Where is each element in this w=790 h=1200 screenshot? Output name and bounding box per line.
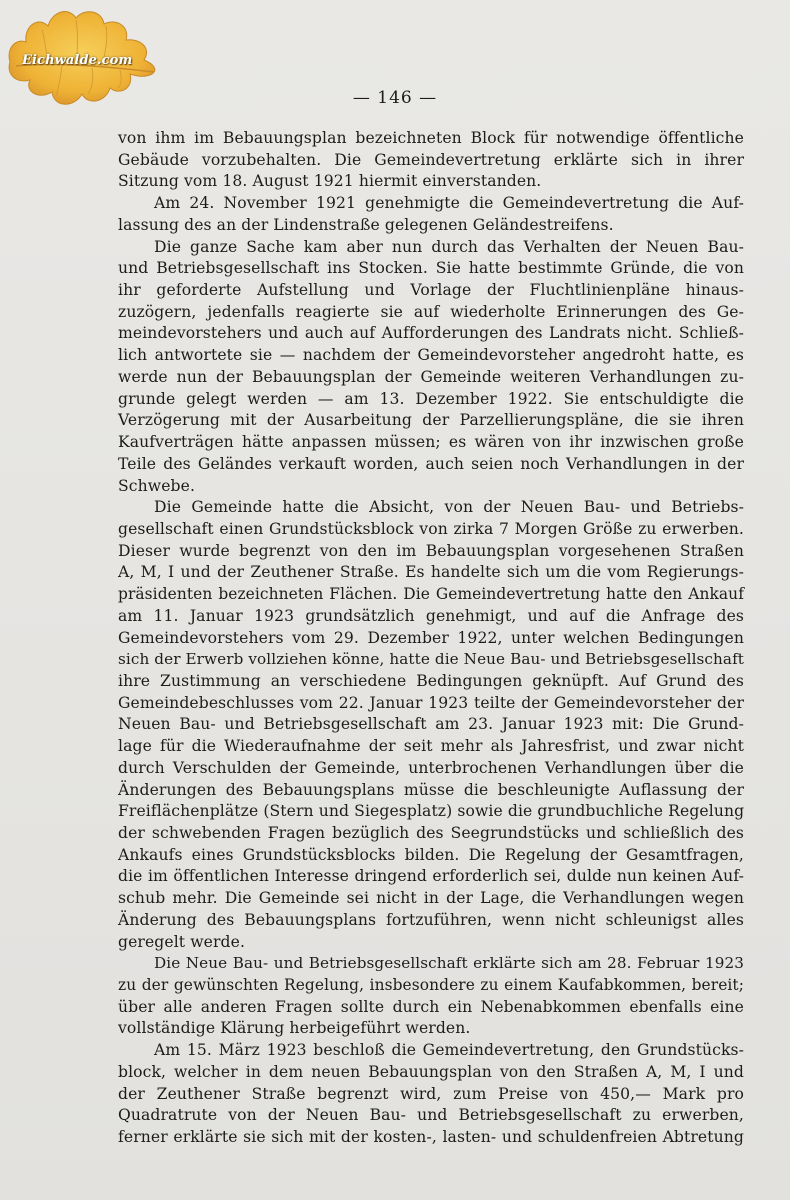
text-line: lich antwortete sie — nachdem der Gemeindevorsteher angedroht hatte, es [118,346,744,365]
text-line: Sitzung vom 18. August 1921 hiermit einverstanden. [118,172,542,191]
text-line: Die Neue Bau- und Betriebsgesellschaft erklärte sich am 28. Februar 1923 [154,954,744,973]
text-line: Freiflächenplätze (Stern und Siegesplatz) sowie die grundbuchliche Regelung [118,802,745,821]
text-line: schub mehr. Die Gemeinde sei nicht in der Lage, die Verhandlungen wegen [118,889,744,908]
text-line: Teile des Geländes verkauft worden, auch seien noch Verhandlungen in der [118,454,744,473]
text-line: zuzögern, jedenfalls reagierte sie auf wiederholte Erinnerungen des Ge- [118,302,744,321]
text-line: zu der gewünschten Regelung, insbesondere zu einem Kaufabkommen, bereit; [118,976,744,995]
text-line: Am 15. März 1923 beschloß die Gemeindevertretung, den Grundstücks- [154,1041,744,1060]
text-line: Neuen Bau- und Betriebsgesellschaft am 23. Januar 1923 mit: Die Grund- [118,715,744,734]
text-line: lage für die Wiederaufnahme der seit mehr als Jahresfrist, und zwar nicht [118,737,744,756]
text-line: A, M, I und der Zeuthener Straße. Es handelte sich um die vom Regierungs- [118,563,744,582]
text-line: Änderungen des Bebauungsplans müsse die beschleunigte Auflassung der [118,780,744,799]
text-line: die im öffentlichen Interesse dringend erforderlich sei, dulde nun keinen Auf- [118,867,744,886]
watermark-text[interactable]: Eichwalde.com [22,53,133,68]
text-line: Quadratrute von der Neuen Bau- und Betriebsgesellschaft zu erwerben, [118,1106,744,1125]
page-number: — 146 — [352,88,438,108]
text-line: Die Gemeinde hatte die Absicht, von der Neuen Bau- und Betriebs- [154,498,744,517]
text-line: meindevorstehers und auch auf Aufforderungen des Landrats nicht. Schließ- [118,324,744,343]
text-line: ferner erklärte sie sich mit der kosten-, lasten- und schuldenfreien Abtretung [118,1128,744,1147]
text-line: Gebäude vorzubehalten. Die Gemeindevertretung erklärte sich in ihrer [118,150,744,169]
text-line: vollständige Klärung herbeigeführt werden. [118,1019,471,1038]
text-line: block, welcher in dem neuen Bebauungsplan von den Straßen A, M, I und [118,1062,744,1081]
text-line: grunde gelegt werden — am 13. Dezember 1922. Sie entschuldigte die [118,389,744,408]
text-line: Dieser wurde begrenzt von den im Bebauungsplan vorgesehenen Straßen [118,541,744,560]
text-line: durch Verschulden der Gemeinde, unterbrochenen Verhandlungen über die [118,758,744,777]
text-line: Änderung des Bebauungsplans fortzuführen, wenn nicht schleunigst alles [118,910,744,929]
text-line: geregelt werde. [118,932,246,951]
text-line: Die ganze Sache kam aber nun durch das Verhalten der Neuen Bau- [154,237,744,256]
text-line: Am 24. November 1921 genehmigte die Gemeindevertretung die Auf- [154,194,744,213]
text-line: am 11. Januar 1923 grundsätzlich genehmigt, und auf die Anfrage des [118,606,744,625]
text-line: werde nun der Bebauungsplan der Gemeinde weiteren Verhandlungen zu- [118,367,744,386]
text-line: Gemeindevorstehers vom 29. Dezember 1922, unter welchen Bedingungen [118,628,744,647]
text-line: ihr geforderte Aufstellung und Vorlage der Fluchtlinienpläne hinaus- [118,281,744,300]
text-line: über alle anderen Fragen sollte durch ein Nebenabkommen ebenfalls eine [118,997,744,1016]
body-text [118,128,744,1149]
text-line: der Zeuthener Straße begrenzt wird, zum Preise von 450,— Mark pro [118,1084,744,1103]
text-line: sich der Erwerb vollziehen könne, hatte die Neue Bau- und Betriebsgesellschaft [118,650,744,669]
text-line: Kaufverträgen hätte anpassen müssen; es wären von ihr inzwischen große [118,433,744,452]
text-line: präsidenten bezeichneten Flächen. Die Gemeindevertretung hatte den Ankauf [118,585,744,604]
text-line: Ankaufs eines Grundstücksblocks bilden. Die Regelung der Gesamtfragen, [118,845,744,864]
text-line: ihre Zustimmung an verschiedene Bedingungen geknüpft. Auf Grund des [118,671,744,690]
text-line: Gemeindebeschlusses vom 22. Januar 1923 teilte der Gemeindevorsteher der [118,693,744,712]
text-line: der schwebenden Fragen bezüglich des Seegrundstücks und schließlich des [118,824,744,842]
text-line: lassung des an der Lindenstraße gelegenen Geländestreifens. [118,215,614,234]
text-line: Schwebe. [118,476,196,495]
text-line: Verzögerung mit der Ausarbeitung der Parzellierungspläne, die sie ihren [118,411,744,430]
text-line: gesellschaft einen Grundstücksblock von zirka 7 Morgen Größe zu erwerben. [118,519,744,538]
text-line: und Betriebsgesellschaft ins Stocken. Sie hatte bestimmte Gründe, die von [118,259,744,278]
text-line: von ihm im Bebauungsplan bezeichneten Block für notwendige öffentliche [118,129,744,147]
